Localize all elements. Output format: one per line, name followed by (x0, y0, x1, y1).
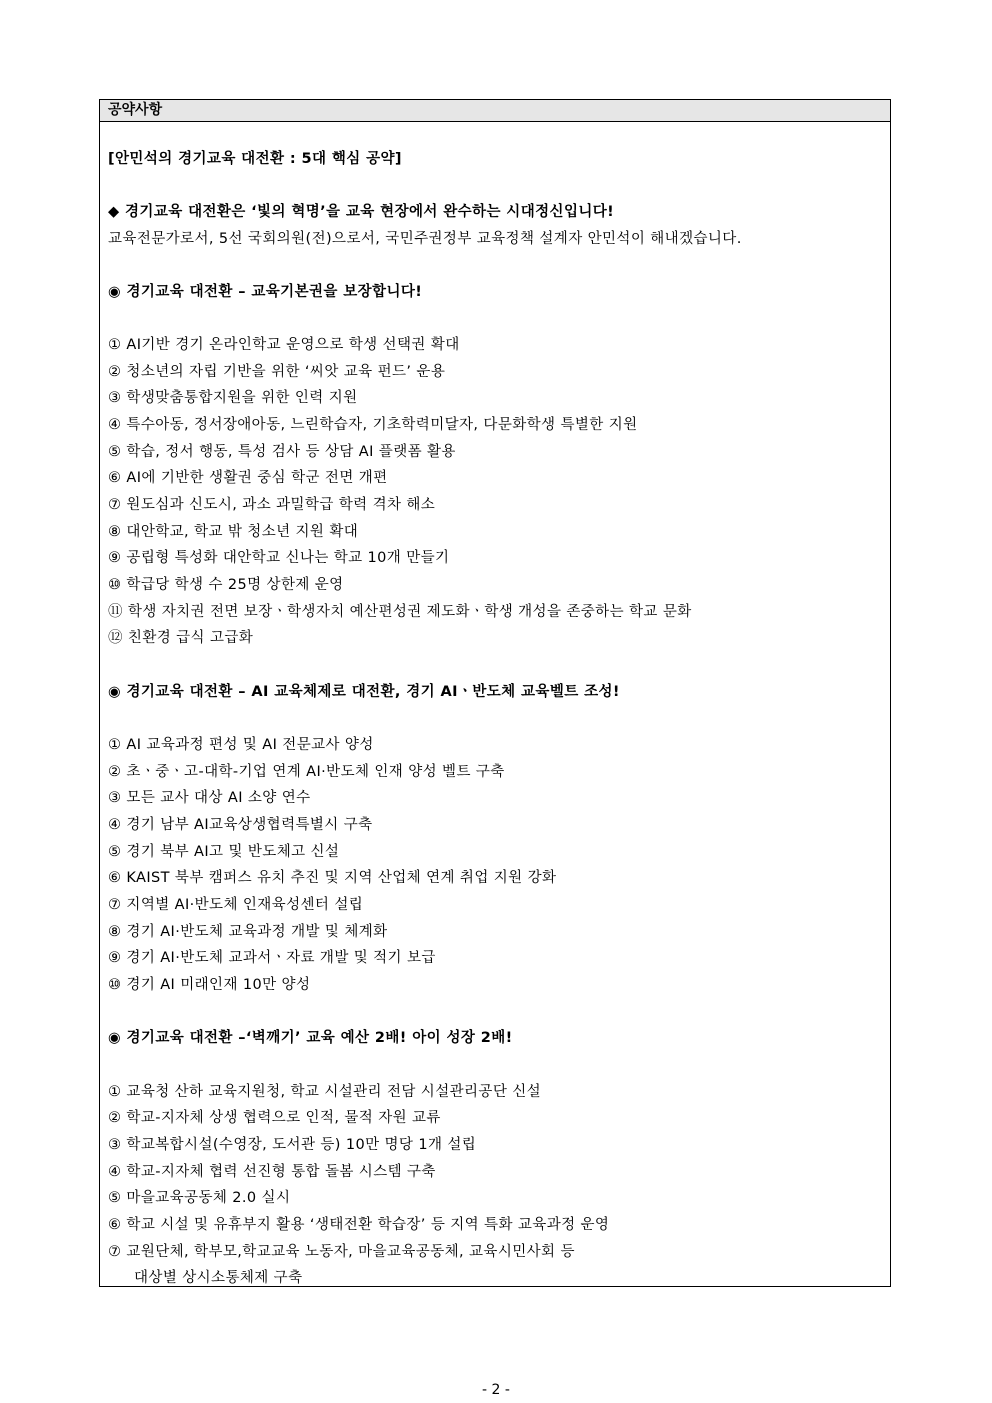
list-item: ⑫ 친환경 급식 고급화 (108, 630, 254, 646)
list-item: ① AI 교육과정 편성 및 AI 전문교사 양성 (108, 737, 374, 753)
list-item: ⑦ 지역별 AI·반도체 인재육성센터 설립 (108, 897, 364, 913)
list-item: ⑤ 경기 북부 AI고 및 반도체고 신설 (108, 844, 340, 860)
box-header: 공약사항 (100, 100, 890, 122)
list-item: ⑥ KAIST 북부 캠퍼스 유치 추진 및 지역 산업체 연계 취업 지원 강화 (108, 870, 557, 886)
intro-body: 교육전문가로서, 5선 국회의원(전)으로서, 국민주권정부 교육정책 설계자 안민석이 해내겠습니다. (108, 231, 742, 247)
list-item: ⑧ 대안학교, 학교 밖 청소년 지원 확대 (108, 524, 359, 540)
list-item: ⑤ 학습, 정서 행동, 특성 검사 등 상담 AI 플랫폼 활용 (108, 444, 456, 460)
list-item: ④ 특수아동, 정서장애아동, 느린학습자, 기초학력미달자, 다문화학생 특별한 지원 (108, 417, 638, 433)
list-item: ⑥ AI에 기반한 생활권 중심 학군 전면 개편 (108, 470, 388, 486)
list-item: ③ 학교복합시설(수영장, 도서관 등) 10만 명당 1개 설립 (108, 1137, 477, 1153)
section-heading: ◉ 경기교육 대전환 –‘벽깨기’ 교육 예산 2배! 아이 성장 2배! (108, 1030, 513, 1046)
list-item: ⑩ 학급당 학생 수 25명 상한제 운영 (108, 577, 344, 593)
list-item: ③ 학생맞춤통합지원을 위한 인력 지원 (108, 390, 358, 406)
list-item: ⑦ 원도심과 신도시, 과소 과밀학급 학력 격차 해소 (108, 497, 436, 513)
page-number: - 2 - (482, 1382, 510, 1398)
list-item: ⑪ 학생 자치권 전면 보장ㆍ학생자치 예산편성권 제도화ㆍ학생 개성을 존중하는 학교 문화 (108, 604, 692, 620)
list-item: ② 학교-지자체 상생 협력으로 인적, 물적 자원 교류 (108, 1110, 441, 1126)
list-item: ⑧ 경기 AI·반도체 교육과정 개발 및 체계화 (108, 924, 388, 940)
list-item: ① 교육청 산하 교육지원청, 학교 시설관리 전담 시설관리공단 신설 (108, 1084, 542, 1100)
list-item: ⑩ 경기 AI 미래인재 10만 양성 (108, 977, 311, 993)
list-item: ④ 경기 남부 AI교육상생협력특별시 구축 (108, 817, 373, 833)
list-item: ④ 학교-지자체 협력 선진형 통합 돌봄 시스템 구축 (108, 1164, 436, 1180)
list-item: ⑤ 마을교육공동체 2.0 실시 (108, 1190, 291, 1206)
section-heading: ◉ 경기교육 대전환 – 교육기본권을 보장합니다! (108, 284, 423, 300)
pledge-box (99, 99, 891, 1287)
list-item: ⑥ 학교 시설 및 유휴부지 활용 ‘생태전환 학습장’ 등 지역 특화 교육과정 운영 (108, 1217, 610, 1233)
intro-headline: ◆ 경기교육 대전환은 ‘빛의 혁명’을 교육 현장에서 완수하는 시대정신입니다! (108, 204, 615, 220)
list-item: ② 청소년의 자립 기반을 위한 ‘씨앗 교육 펀드’ 운용 (108, 364, 446, 380)
list-item: ③ 모든 교사 대상 AI 소양 연수 (108, 790, 311, 806)
list-item: ② 초ㆍ중ㆍ고-대학-기업 연계 AI·반도체 인재 양성 벨트 구축 (108, 764, 505, 780)
list-item-continuation: 대상별 상시소통체제 구축 (134, 1270, 303, 1286)
list-item: ① AI기반 경기 온라인학교 운영으로 학생 선택권 확대 (108, 337, 460, 353)
doc-title: [안민석의 경기교육 대전환 : 5대 핵심 공약] (108, 151, 402, 167)
list-item: ⑨ 경기 AI·반도체 교과서ㆍ자료 개발 및 적기 보급 (108, 950, 436, 966)
list-item: ⑦ 교원단체, 학부모,학교교육 노동자, 마을교육공동체, 교육시민사회 등 (108, 1244, 575, 1260)
section-heading: ◉ 경기교육 대전환 – AI 교육체제로 대전환, 경기 AIㆍ반도체 교육벨트 조성! (108, 684, 620, 700)
list-item: ⑨ 공립형 특성화 대안학교 신나는 학교 10개 만들기 (108, 550, 450, 566)
